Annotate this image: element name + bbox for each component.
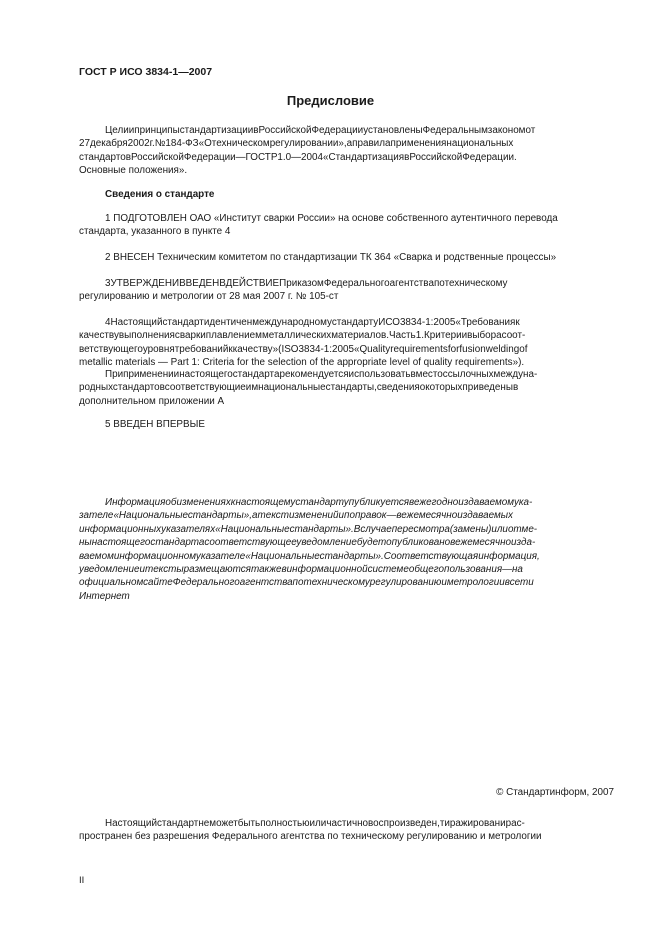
text-line: ваемоминформационномуказателе«Национальныестандарты».Соответствующаяинформация, xyxy=(79,550,540,562)
text-line: стандарта, указанного в пункте 4 xyxy=(79,226,231,238)
text-line: Интернет xyxy=(79,590,130,602)
text-line: 1 ПОДГОТОВЛЕН ОАО «Институт сварки России» на основе собственного аутентичного перевода xyxy=(105,213,558,224)
rights-paragraph xyxy=(79,817,614,844)
text-line: зателе«Национальныестандарты»,атекстизмененийипоправок—вежемесячноиздаваемых xyxy=(79,510,513,522)
text-line: metallic materials — Part 1: Criteria for the selection of the appropriate level of quality requirements»). xyxy=(79,357,525,369)
section-heading: Сведения о стандарте xyxy=(105,189,215,200)
text-line: стандартовРоссийскойФедерации—ГОСТР1.0—2004«СтандартизациявРоссийскойФедерации. xyxy=(79,151,517,163)
text-line: 2 ВНЕСЕН Техническим комитетом по стандартизации ТК 364 «Сварка и родственные процессы» xyxy=(105,252,557,263)
text-line: 3УТВЕРЖДЕНИВВЕДЕНВДЕЙСТВИЕПриказомФедеральногоагентствапотехническому xyxy=(105,278,508,289)
intro-paragraph xyxy=(79,124,614,178)
text-line: пространен без разрешения Федерального агентства по техническому регулированию и метрологии xyxy=(79,831,542,843)
text-line: ЦелиипринципыстандартизациивРоссийскойФедерацииустановленыФедеральнымзакономот xyxy=(105,125,536,136)
info-notice xyxy=(79,496,614,603)
text-line: дополнительном приложении А xyxy=(79,395,225,407)
text-line: информационныхуказателях«Национальныестандарты».Вслучаепересмотра(замены)илиотме- xyxy=(79,523,538,535)
text-line: Информацияобизмененияхкнастоящемустандартупубликуетсявежегодноиздаваемомука- xyxy=(105,497,533,508)
copyright-notice: © Стандартинформ, 2007 xyxy=(496,787,614,798)
text-line: 27декабря2002г.№184-ФЗ«Отехническомрегулировании»,аправилаприменениянациональных xyxy=(79,138,514,150)
text-line: 5 ВВЕДЕН ВПЕРВЫЕ xyxy=(105,419,205,430)
page-number: II xyxy=(79,875,85,886)
item-3 xyxy=(79,277,614,304)
text-line: нынастоящегостандартасоответствующееуведомлениебудетопубликовановежемесячноизда- xyxy=(79,537,536,549)
text-line: уведомлениеитекстыразмещаютсятакжевинформационнойсистемеобщегопользования—на xyxy=(79,564,523,576)
text-line: ветствующегоуровнятребованийккачеству»(ISO3834-1:2005«Qualityrequirementsforfusionweldingof xyxy=(79,343,528,355)
text-line: регулированию и метрологии от 28 мая 2007 г. № 105-ст xyxy=(79,291,339,303)
text-line: 4НастоящийстандартидентиченмеждународномустандартуИСО3834-1:2005«Требованияк xyxy=(105,317,520,328)
page-title: Предисловие xyxy=(286,93,375,108)
text-line: Приприменениинастоящегостандартарекомендуетсяиспользоватьвместоссылочныхмеждуна- xyxy=(105,369,538,380)
item-4-note xyxy=(79,368,614,408)
text-line: Основные положения». xyxy=(79,165,188,177)
item-4 xyxy=(79,316,614,370)
text-line: официальномсайтеФедеральногоагентствапотехническомурегулированиюиметрологиивсети xyxy=(79,577,534,589)
text-line: Настоящийстандартнеможетбытьполностьюиличастичновоспроизведен,тиражированирас- xyxy=(105,818,525,829)
text-line: родныхстандартовсоответствующиеимнациональныестандарты,сведенияокоторыхприведеныв xyxy=(79,382,519,394)
item-1 xyxy=(79,212,614,239)
item-5 xyxy=(79,418,614,431)
document-id: ГОСТ Р ИСО 3834-1—2007 xyxy=(79,66,213,78)
item-2 xyxy=(79,251,614,264)
text-line: качествувыполнениясваркиплавлениемметаллическихматериалов.Часть1.Критериивыборасоот- xyxy=(79,330,526,342)
